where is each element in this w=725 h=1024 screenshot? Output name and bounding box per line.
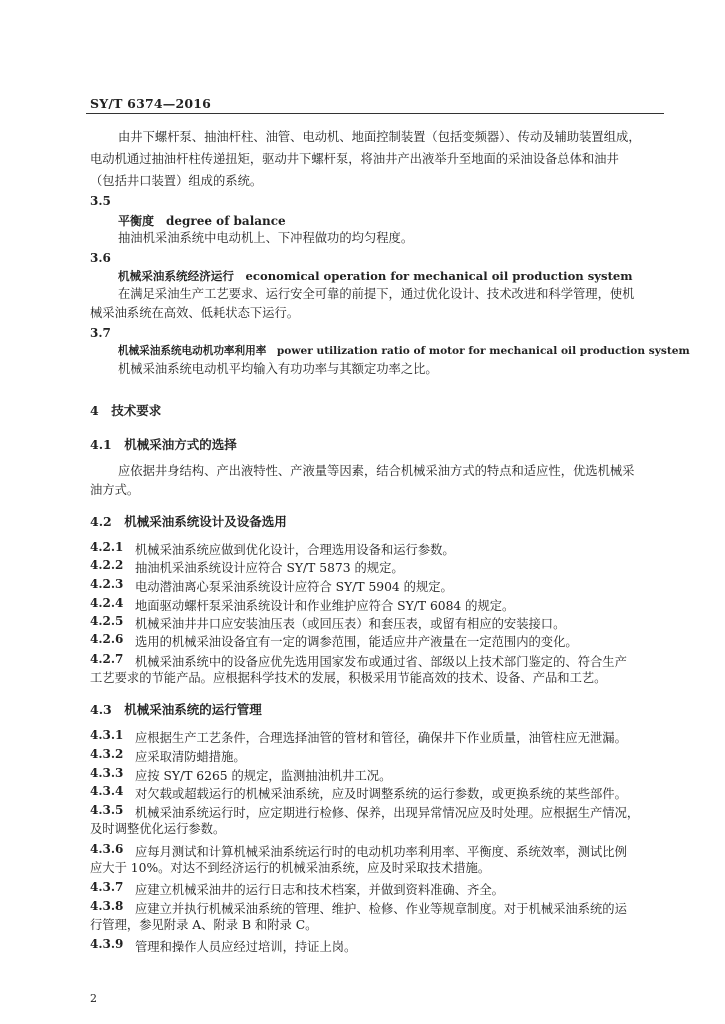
item-text: 对欠载或超载运行的机械采油系统，应及时调整系统的运行参数，或更换系统的某些部件。 <box>135 787 627 801</box>
intro-line-1: 由井下螺杆泵、抽油杆柱、油管、电动机、地面控制装置（包括变频器）、传动及辅助装置组成， <box>118 130 641 144</box>
subsection-heading: 4.2 机械采油系统设计及设备选用 <box>90 514 287 529</box>
paragraph-line: 应依据井身结构、产出液特性、产液量等因素，结合机械采油方式的特点和适应性，优选机械采 <box>118 464 635 478</box>
clause-number: 3.7 <box>90 326 111 340</box>
subsection-heading: 4.3 机械采油系统的运行管理 <box>90 702 262 717</box>
term-title: 平衡度 degree of balance <box>118 214 286 228</box>
subsection-heading: 4.1 机械采油方式的选择 <box>90 437 237 452</box>
item-number: 4.3.1 <box>90 728 124 742</box>
item-text: 机械采油井井口应安装油压表（或回压表）和套压表，或留有相应的安装接口。 <box>135 617 566 631</box>
intro-line-2: 电动机通过抽油杆柱传递扭矩，驱动井下螺杆泵，将油井产出液举升至地面的采油设备总体和油井 <box>90 152 619 166</box>
item-text: 机械采油系统应做到优化设计，合理选用设备和运行参数。 <box>135 543 455 557</box>
item-number: 4.3.6 <box>90 842 124 856</box>
item-text-cont: 应大于 10%。对达不到经济运行的机械采油系统，应及时采取技术措施。 <box>90 861 491 875</box>
item-text: 机械采油系统中的设备应优先选用国家发布或通过省、部级以上技术部门鉴定的、符合生产 <box>135 655 627 669</box>
item-text: 地面驱动螺杆泵采油系统设计和作业维护应符合 SY/T 6084 的规定。 <box>135 599 515 613</box>
intro-line-3: （包括井口装置）组成的系统。 <box>90 174 263 188</box>
item-number: 4.3.5 <box>90 803 124 817</box>
header-rule <box>86 113 664 114</box>
item-number: 4.3.9 <box>90 937 124 951</box>
item-text: 应根据生产工艺条件，合理选择油管的管材和管径，确保井下作业质量，油管柱应无泄漏。 <box>135 731 627 745</box>
clause-number: 3.6 <box>90 251 111 265</box>
term-definition: 在满足采油生产工艺要求、运行安全可靠的前提下，通过优化设计、技术改进和科学管理，使机 <box>118 287 635 301</box>
term-title: 机械采油系统经济运行 economical operation for mechanical oil production system <box>118 269 633 283</box>
clause-number: 3.5 <box>90 194 111 208</box>
item-text-cont: 工艺要求的节能产品。应根据科学技术的发展，积极采用节能高效的技术、设备、产品和工艺。 <box>90 671 607 685</box>
item-text-cont: 及时调整优化运行参数。 <box>90 822 226 836</box>
paragraph-line: 油方式。 <box>90 483 140 497</box>
standard-code-header: SY/T 6374—2016 <box>90 96 212 111</box>
item-number: 4.3.4 <box>90 784 124 798</box>
item-number: 4.2.7 <box>90 652 124 666</box>
item-number: 4.2.6 <box>90 632 124 646</box>
item-number: 4.2.5 <box>90 614 124 628</box>
item-number: 4.3.3 <box>90 766 124 780</box>
item-text: 管理和操作人员应经过培训，持证上岗。 <box>135 940 357 954</box>
item-number: 4.2.3 <box>90 577 124 591</box>
term-definition: 抽油机采油系统中电动机上、下冲程做功的均匀程度。 <box>118 231 414 245</box>
item-number: 4.3.8 <box>90 899 124 913</box>
item-number: 4.3.7 <box>90 880 124 894</box>
item-text: 应采取清防蜡措施。 <box>135 750 246 764</box>
item-number: 4.2.2 <box>90 558 124 572</box>
item-text: 应建立并执行机械采油系统的管理、维护、检修、作业等规章制度。对于机械采油系统的运 <box>135 902 627 916</box>
page-number: 2 <box>90 992 97 1005</box>
item-text: 机械采油系统运行时，应定期进行检修、保养，出现异常情况应及时处理。应根据生产情况， <box>135 806 640 820</box>
term-definition: 机械采油系统电动机平均输入有功功率与其额定功率之比。 <box>118 362 438 376</box>
item-text: 抽油机采油系统设计应符合 SY/T 5873 的规定。 <box>135 561 404 575</box>
item-text: 选用的机械采油设备宜有一定的调参范围，能适应井产液量在一定范围内的变化。 <box>135 635 578 649</box>
item-number: 4.2.1 <box>90 540 124 554</box>
item-text: 应按 SY/T 6265 的规定，监测抽油机井工况。 <box>135 769 392 783</box>
item-text: 应每月测试和计算机械采油系统运行时的电动机功率利用率、平衡度、系统效率，测试比例 <box>135 845 627 859</box>
term-definition-cont: 械采油系统在高效、低耗状态下运行。 <box>90 306 300 320</box>
item-text: 电动潜油离心泵采油系统设计应符合 SY/T 5904 的规定。 <box>135 580 453 594</box>
item-text: 应建立机械采油井的运行日志和技术档案，并做到资料准确、齐全。 <box>135 883 504 897</box>
section-heading: 4 技术要求 <box>90 403 162 418</box>
item-text-cont: 行管理，参见附录 A、附录 B 和附录 C。 <box>90 918 318 932</box>
item-number: 4.3.2 <box>90 747 124 761</box>
term-title: 机械采油系统电动机功率利用率 power utilization ratio of motor for mechanical oil production system <box>118 345 690 357</box>
item-number: 4.2.4 <box>90 596 124 610</box>
